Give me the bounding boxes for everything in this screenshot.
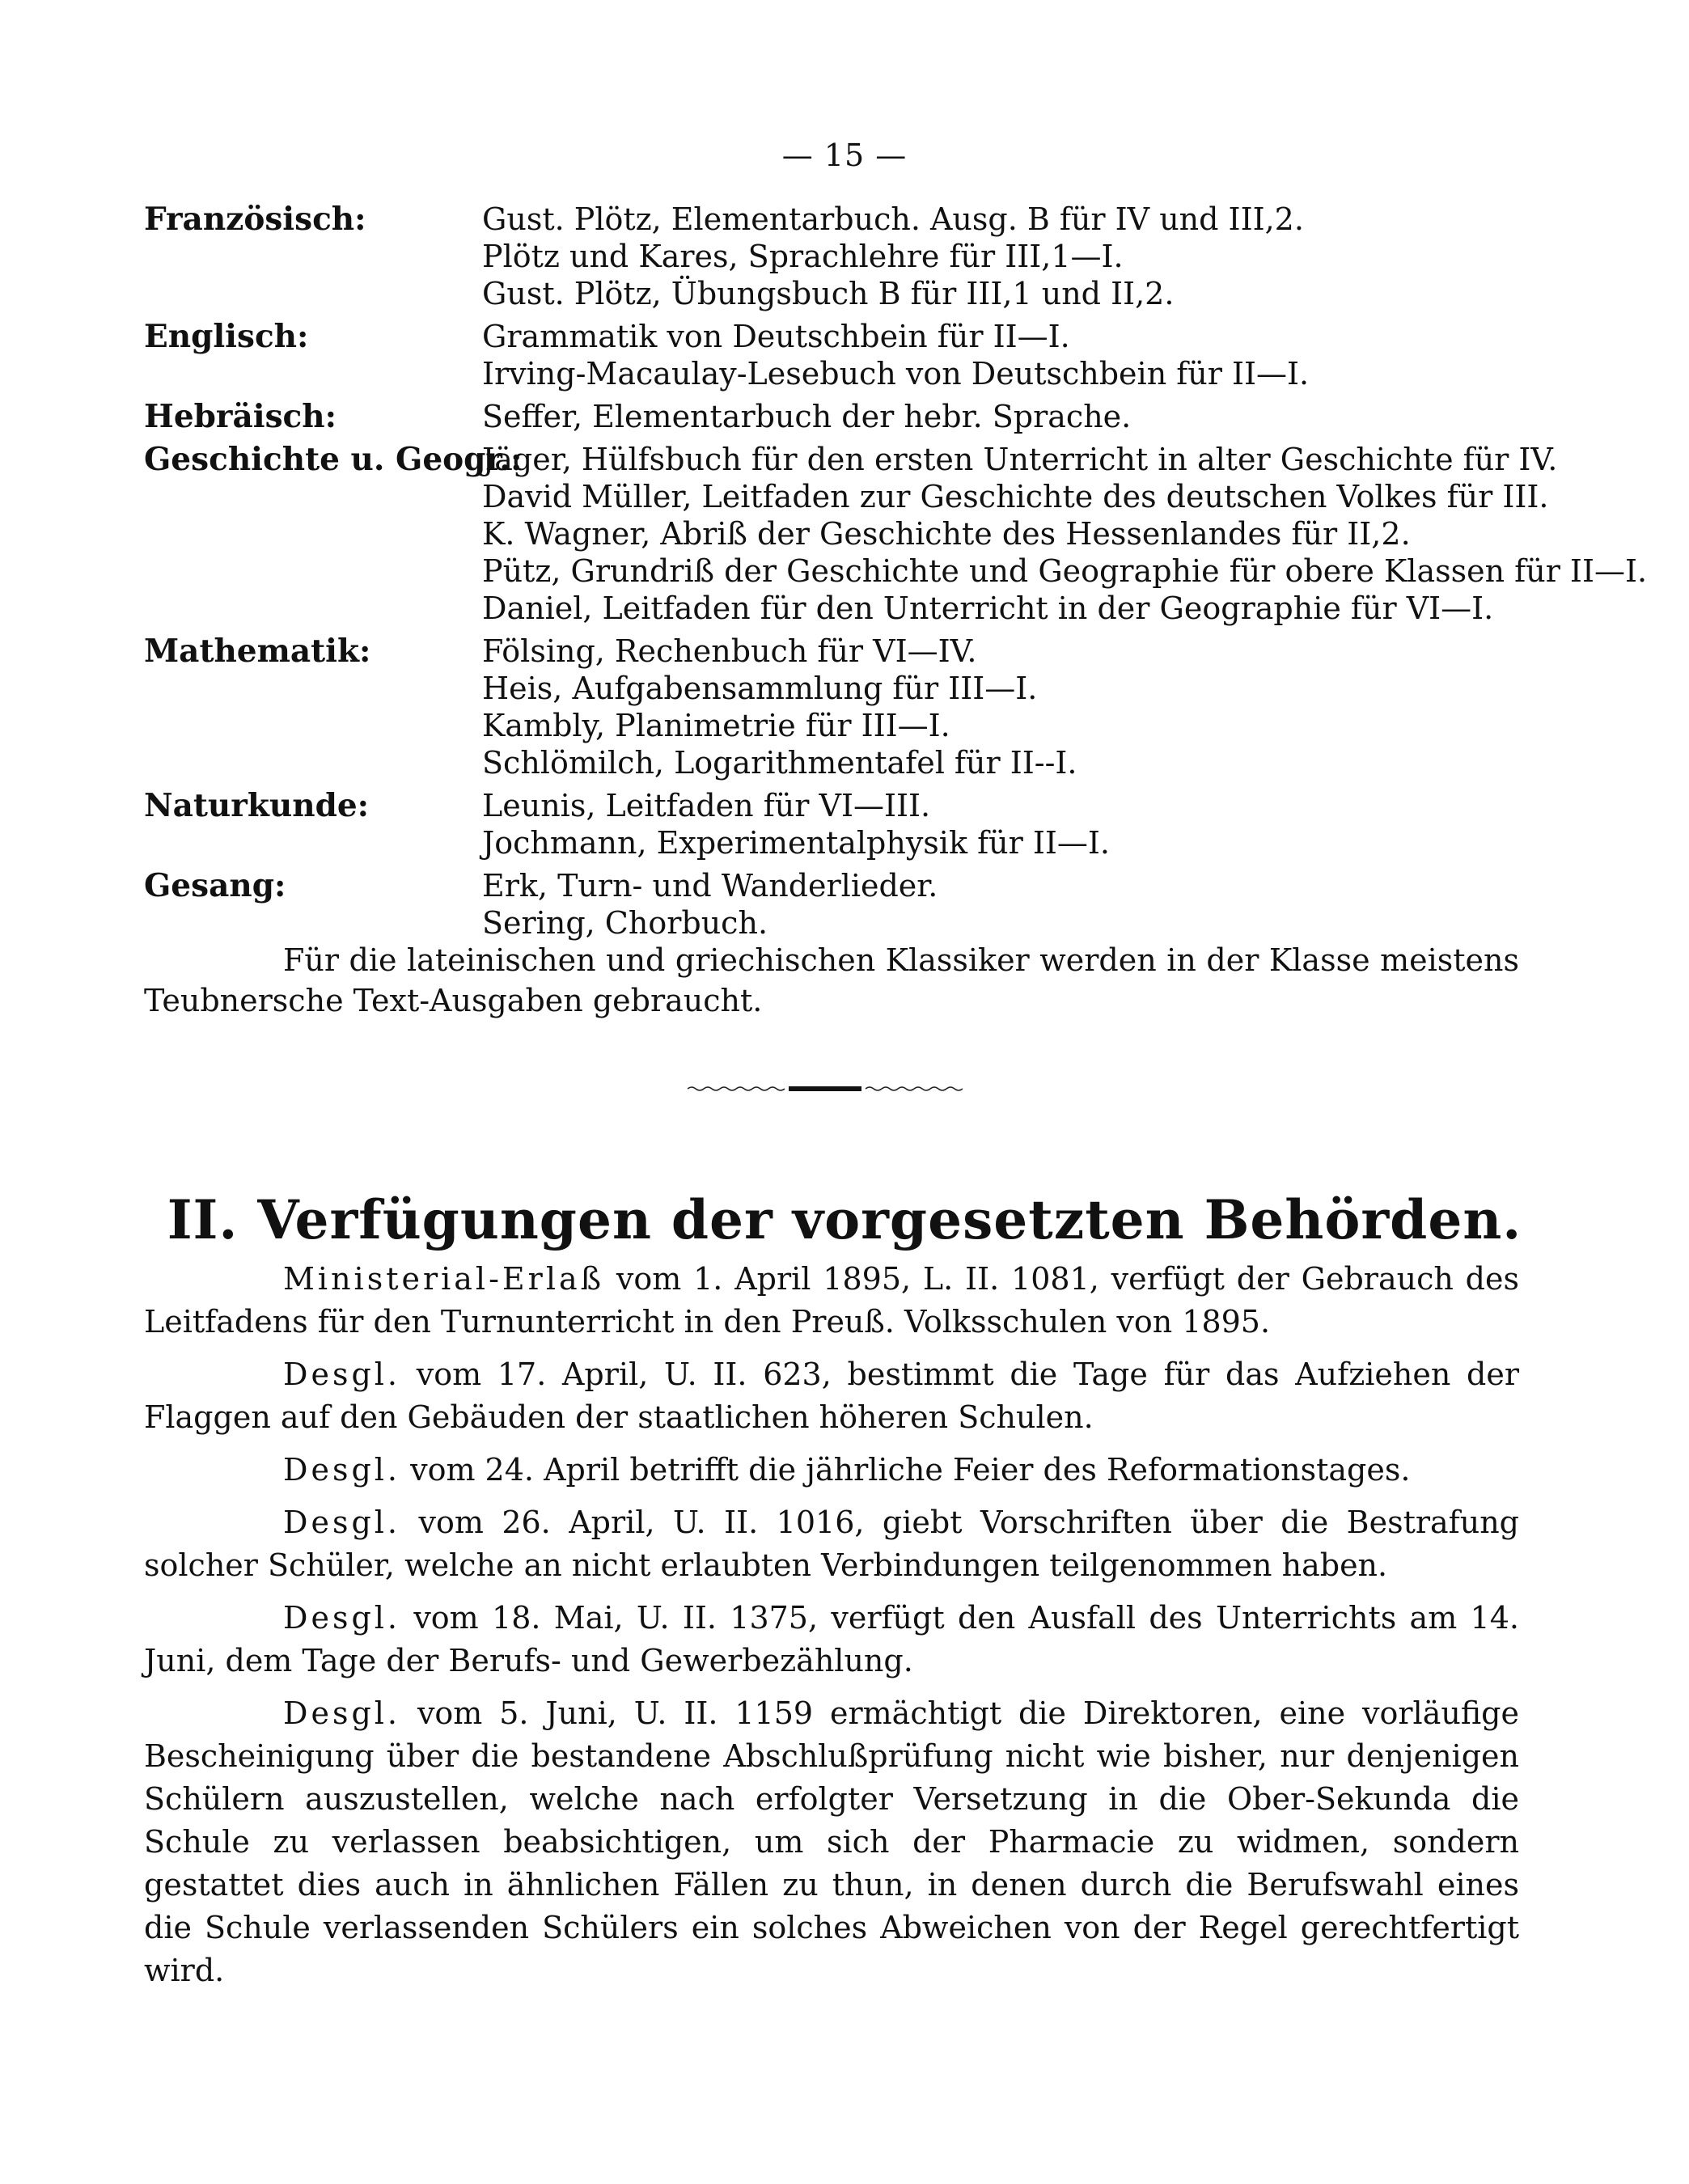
- book-entry: Jäger, Hülfsbuch für den ersten Unterricht in alter Geschichte für IV.: [482, 442, 1558, 477]
- book-entry: Pütz, Grundriß der Geschichte und Geographie für obere Klassen für II—I.: [482, 553, 1648, 589]
- book-entry: Plötz und Kares, Sprachlehre für III,1—I.: [482, 239, 1124, 274]
- klassiker-note: Für die lateinischen und griechischen Klassiker werden in der Klasse meistens Teubnersche Text-Ausgaben gebraucht.: [144, 942, 1519, 1018]
- section-divider: [688, 1084, 963, 1094]
- book-entry: Leunis, Leitfaden für VI—III.: [482, 788, 931, 823]
- book-entry: David Müller, Leitfaden zur Geschichte des deutschen Volkes für III.: [482, 479, 1549, 514]
- decree-list: [144, 1258, 1519, 1992]
- subject-label: Naturkunde:: [144, 787, 370, 824]
- decree-paragraph: [144, 1449, 1519, 1492]
- book-entry: Sering, Chorbuch.: [482, 905, 768, 941]
- subject-books: [482, 867, 1535, 942]
- decree-paragraph: [144, 1597, 1519, 1682]
- subject-books: [482, 398, 1535, 435]
- book-entry: Jochmann, Experimentalphysik für II—I.: [482, 825, 1110, 861]
- decree-paragraph: [144, 1501, 1519, 1587]
- subject-gesang: [144, 867, 1535, 942]
- subject-books: [482, 441, 1647, 627]
- subject-franzoesisch: [144, 201, 1535, 312]
- book-entry: Gust. Plötz, Übungsbuch B für III,1 und II,2.: [482, 276, 1175, 311]
- book-entry: K. Wagner, Abriß der Geschichte des Hessenlandes für II,2.: [482, 516, 1411, 552]
- book-entry: Heis, Aufgabensammlung für III—I.: [482, 671, 1038, 706]
- subject-label: Gesang:: [144, 867, 286, 904]
- book-entry: Fölsing, Rechenbuch für VI—IV.: [482, 633, 977, 669]
- subject-books: [482, 787, 1535, 861]
- subject-label: Englisch:: [144, 318, 309, 355]
- page-number: — 15 —: [781, 138, 908, 173]
- decree-lead: Desgl.: [283, 1695, 401, 1731]
- book-entry: Seffer, Elementarbuch der hebr. Sprache.: [482, 399, 1132, 434]
- book-entry: Schlömilch, Logarithmentafel für II--I.: [482, 745, 1077, 781]
- book-entry: Erk, Turn- und Wanderlieder.: [482, 868, 938, 904]
- subject-label: Hebräisch:: [144, 398, 337, 435]
- book-entry: Grammatik von Deutschbein für II—I.: [482, 319, 1070, 354]
- decree-lead: Ministerial-Erlaß: [283, 1261, 605, 1297]
- subject-mathematik: [144, 633, 1535, 781]
- decree-text: vom 18. Mai, U. II. 1375, verfügt den Ausfall des Unterrichts am 14. Juni, dem Tage der Berufs- und Gewerbezählung.: [144, 1600, 1519, 1678]
- subject-label: Französisch:: [144, 201, 366, 238]
- decree-text: vom 17. April, U. II. 623, bestimmt die Tage für das Aufziehen der Flaggen auf den Gebäuden der staatlichen höheren Schulen.: [144, 1357, 1519, 1435]
- decree-paragraph: [144, 1258, 1519, 1344]
- decree-lead: Desgl.: [283, 1452, 401, 1488]
- section-heading: II. Verfügungen der vorgesetzten Behörden.: [167, 1188, 1522, 1251]
- book-entry: Gust. Plötz, Elementarbuch. Ausg. B für IV und III,2.: [482, 201, 1304, 237]
- decree-lead: Desgl.: [283, 1600, 401, 1636]
- decree-text: vom 1. April 1895, L. II. 1081, verfügt der Gebrauch des Leitfadens für den Turnunterricht in den Preuß. Volksschulen von 1895.: [144, 1261, 1519, 1340]
- decree-paragraph: [144, 1353, 1519, 1439]
- decree-text: vom 26. April, U. II. 1016, giebt Vorschriften über die Bestrafung solcher Schüler, welche an nicht erlaubten Verbindungen teilgenommen haben.: [144, 1505, 1519, 1583]
- subject-englisch: [144, 318, 1535, 392]
- decree-lead: Desgl.: [283, 1505, 401, 1540]
- subject-hebraeisch: [144, 398, 1535, 435]
- decree-text: vom 24. April betrifft die jährliche Feier des Reformationstages.: [400, 1452, 1411, 1488]
- book-entry: Irving-Macaulay-Lesebuch von Deutschbein für II—I.: [482, 356, 1310, 392]
- decree-paragraph: [144, 1692, 1519, 1992]
- book-entry: Daniel, Leitfaden für den Unterricht in der Geographie für VI—I.: [482, 590, 1494, 626]
- decree-text: vom 5. Juni, U. II. 1159 ermächtigt die Direktoren, eine vorläufige Bescheinigung über die bestandene Abschlußprüfung nicht wie bisher, nur denjenigen Schülern auszustellen, welche nach erfolgter Versetzung in die Ober-Sekunda die Schule zu verlassen beabsichtigen, um sich der Pharmacie zu widmen, sondern gestattet dies auch in ähnlichen Fällen zu thun, in denen durch die Berufswahl eines die Schule verlassenden Schülers ein solches Abweichen von der Regel gerechtfertigt wird.: [144, 1695, 1519, 1988]
- subject-geschichte-geographie: [144, 441, 1648, 627]
- subject-books: [482, 633, 1535, 781]
- subject-naturkunde: [144, 787, 1535, 861]
- book-entry: Kambly, Planimetrie für III—I.: [482, 708, 950, 743]
- textbook-list: [144, 201, 1648, 942]
- decree-lead: Desgl.: [283, 1357, 401, 1392]
- subject-books: [482, 318, 1535, 392]
- subject-label: Mathematik:: [144, 633, 371, 670]
- subject-books: [482, 201, 1535, 312]
- subject-label: Geschichte u. Geogr.:: [144, 441, 523, 478]
